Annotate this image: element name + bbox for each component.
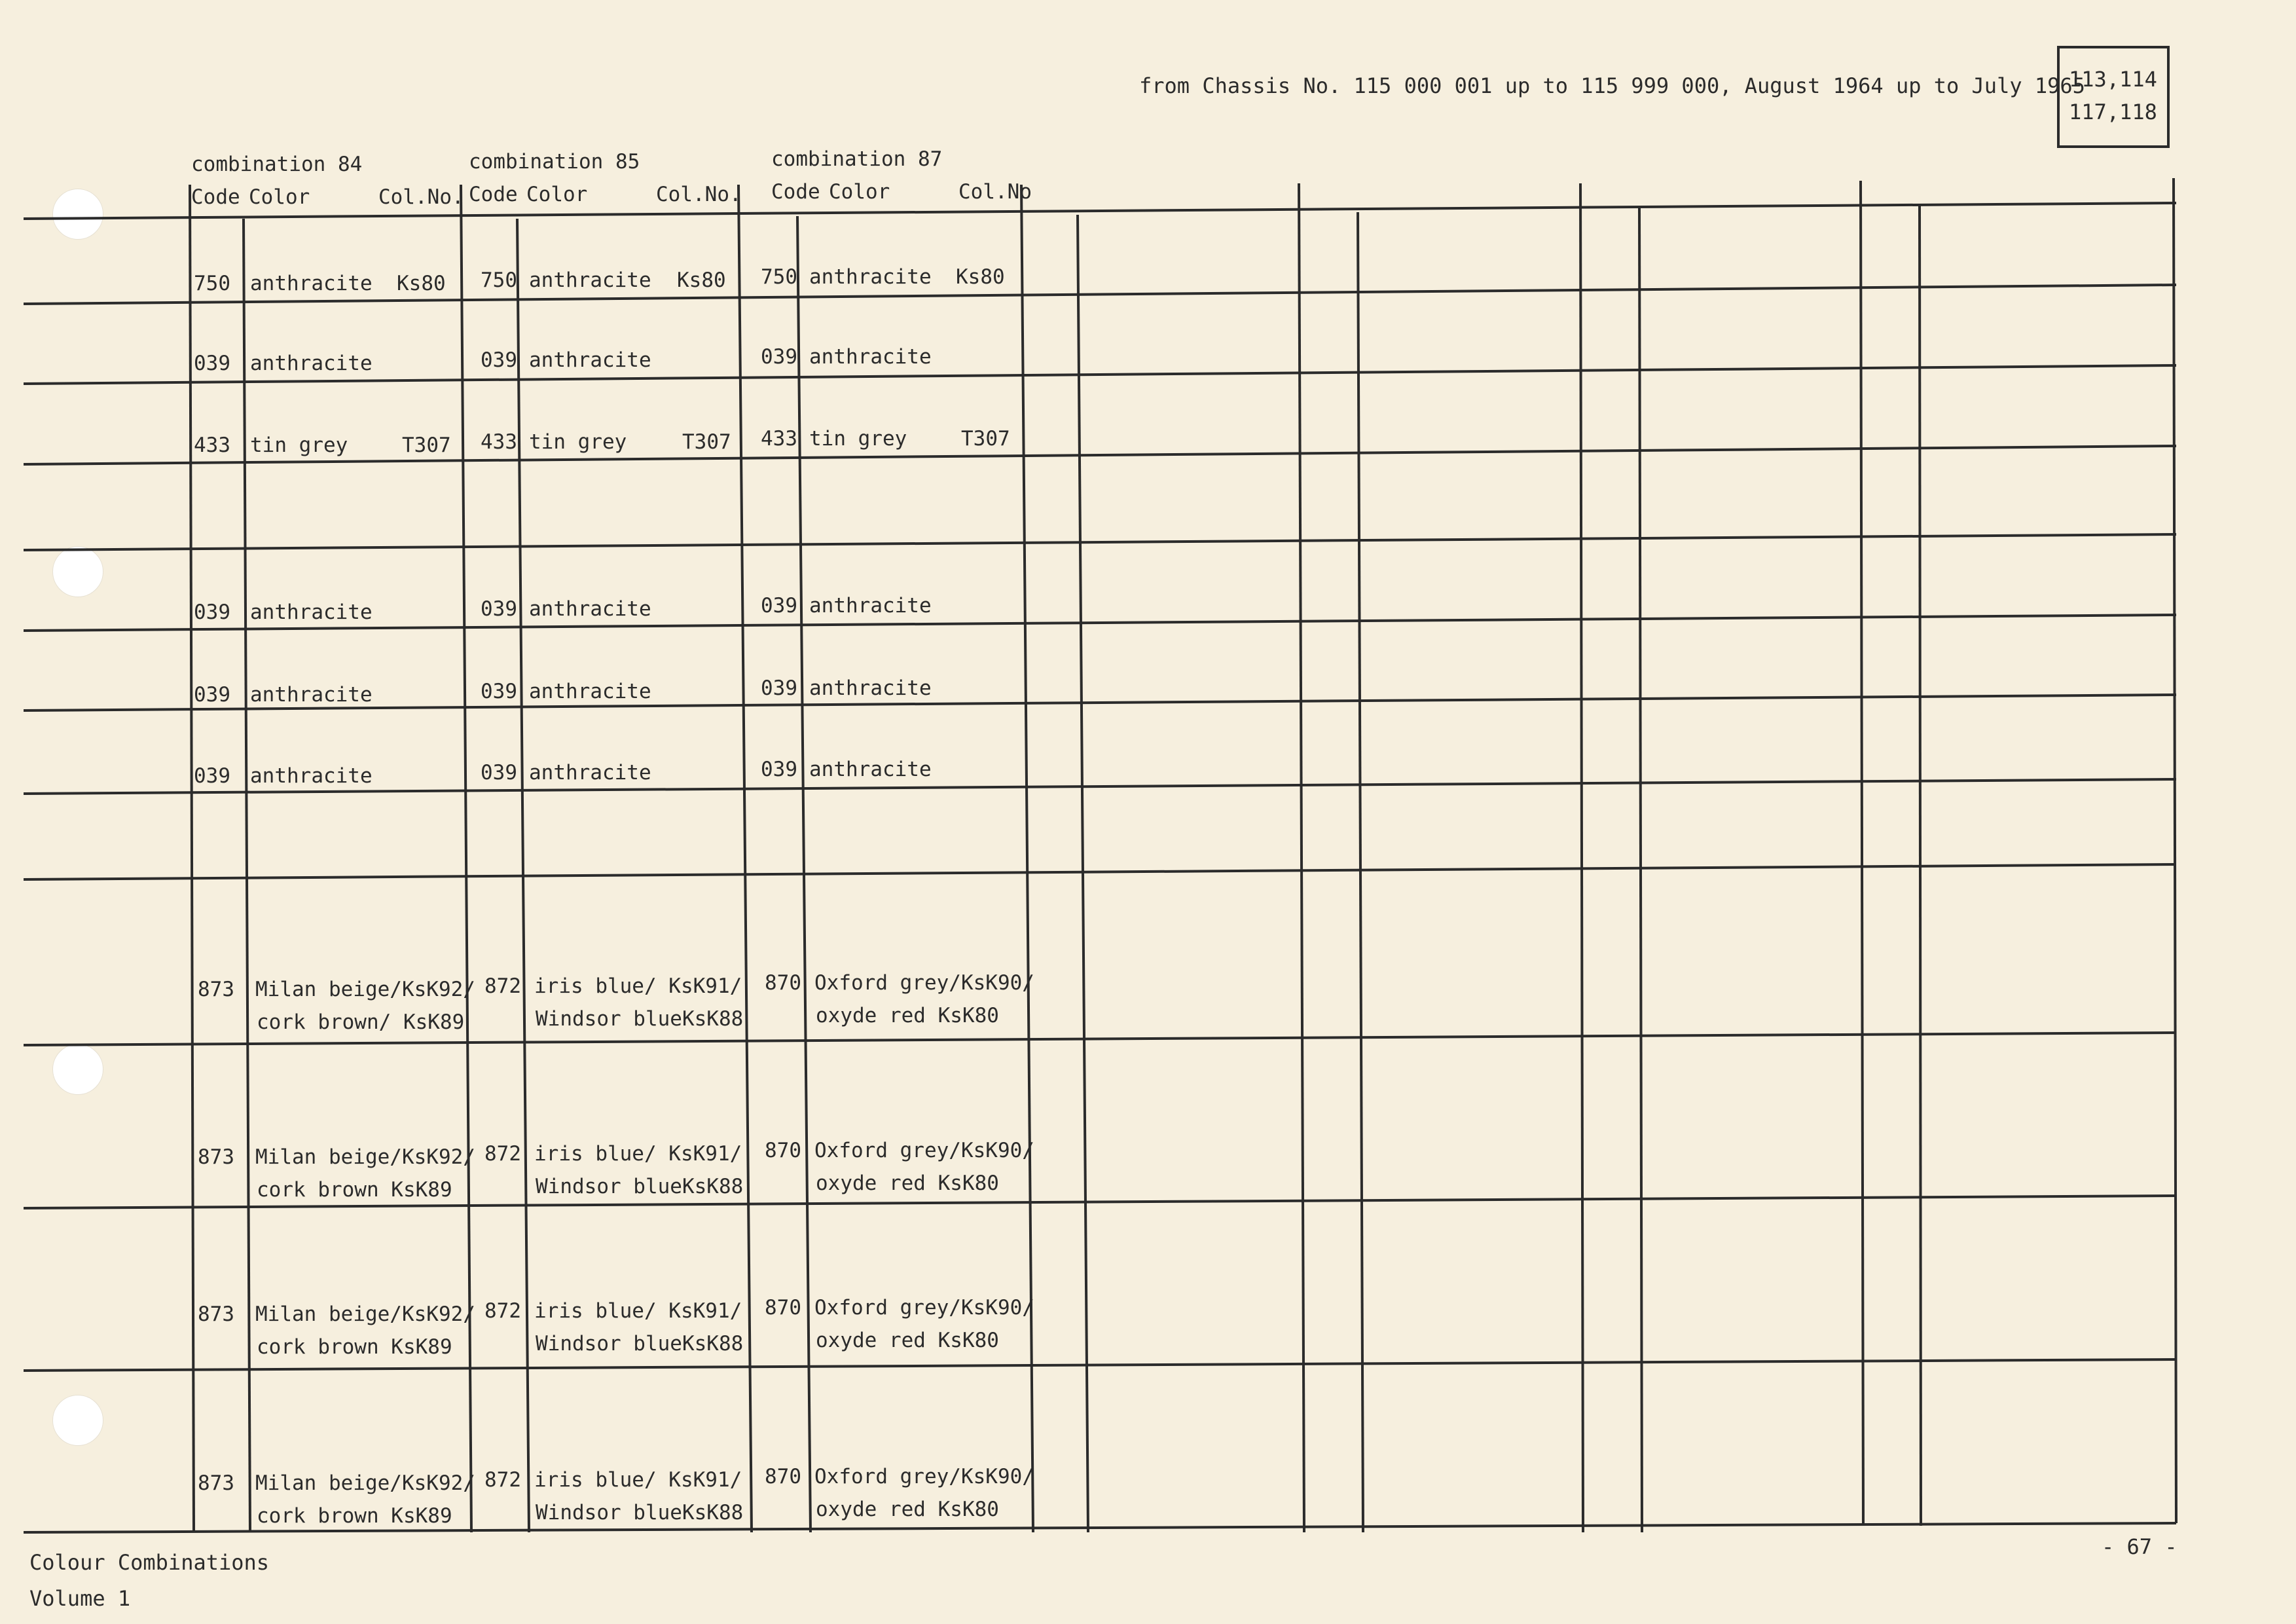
table-cell-code: 039 (761, 594, 797, 618)
table-cell-color-line-2: Windsor blueKsK88 (536, 1175, 744, 1198)
table-cell-code: 039 (761, 758, 797, 781)
column-header-code: Code (469, 183, 518, 206)
table-cell-code: 433 (481, 430, 517, 454)
table-cell-color: anthracite (809, 265, 932, 289)
table-cell-color-line-2: oxyde red KsK80 (816, 1329, 999, 1352)
table-cell-code: 433 (194, 434, 230, 457)
table-cell-color: anthracite (809, 758, 932, 781)
table-cell-color-line-1: Milan beige/KsK92/ (255, 1471, 475, 1495)
table-cell-col-no: Ks80 (397, 272, 446, 295)
model-number-line-1: 113,114 (2069, 67, 2157, 92)
model-number-line-2: 117,118 (2069, 100, 2157, 124)
combination-title: combination 85 (469, 150, 640, 174)
table-cell-color-line-1: Milan beige/KsK92/ (255, 1145, 475, 1169)
table-cell-col-no: T307 (682, 430, 731, 454)
table-cell-color-line-2: cork brown/ KsK89 (257, 1010, 465, 1034)
table-cell-color-line-2: Windsor blueKsK88 (536, 1332, 744, 1356)
table-cell-col-no: T307 (961, 427, 1010, 451)
table-cell-color-line-2: oxyde red KsK80 (816, 1004, 999, 1027)
table-cell-code: 039 (194, 600, 230, 624)
table-cell-code: 870 (765, 1296, 801, 1320)
table-cell-code: 870 (765, 1465, 801, 1488)
table-cell-col-no: Ks80 (677, 268, 726, 292)
table-cell-color: tin grey (250, 434, 348, 457)
footer-volume: Volume 1 (29, 1586, 131, 1611)
table-cell-color: tin grey (529, 430, 627, 454)
table-cell-color-line-2: oxyde red KsK80 (816, 1498, 999, 1521)
column-header-col-no: Col.No. (378, 185, 464, 209)
table-cell-code: 872 (484, 1142, 521, 1166)
table-cell-code: 039 (481, 761, 517, 784)
table-cell-code: 873 (198, 1302, 234, 1326)
column-header-color: Color (526, 183, 588, 206)
table-cell-code: 750 (761, 265, 797, 289)
table-cell-color-line-2: cork brown KsK89 (257, 1504, 452, 1528)
table-cell-color: tin grey (809, 427, 907, 451)
table-cell-color-line-2: cork brown KsK89 (257, 1178, 452, 1202)
table-cell-color-line-1: iris blue/ KsK91/ (534, 1142, 742, 1166)
table-cell-code: 872 (484, 1468, 521, 1492)
combination-title: combination 87 (771, 147, 943, 171)
table-cell-col-no: T307 (402, 434, 451, 457)
chassis-range-text: from Chassis No. 115 000 001 up to 115 999 000, August 1964 up to July 1965 (1139, 73, 2085, 98)
table-cell-code: 750 (194, 272, 230, 295)
table-cell-color-line-1: Milan beige/KsK92/ (255, 978, 475, 1001)
table-cell-color-line-2: oxyde red KsK80 (816, 1172, 999, 1195)
table-cell-color-line-1: Oxford grey/KsK90/ (814, 1296, 1034, 1320)
table-cell-color-line-1: Oxford grey/KsK90/ (814, 1139, 1034, 1162)
table-cell-code: 750 (481, 268, 517, 292)
table-cell-col-no: Ks80 (956, 265, 1005, 289)
table-cell-color-line-1: Oxford grey/KsK90/ (814, 971, 1034, 995)
table-cell-color: anthracite (250, 600, 373, 624)
table-cell-color: anthracite (529, 597, 651, 621)
table-cell-code: 039 (194, 764, 230, 788)
table-cell-color-line-2: Windsor blueKsK88 (536, 1501, 744, 1524)
table-cell-code: 872 (484, 1299, 521, 1323)
table-cell-color: anthracite (250, 764, 373, 788)
table-cell-code: 433 (761, 427, 797, 451)
table-cell-color-line-2: cork brown KsK89 (257, 1335, 452, 1359)
table-cell-color: anthracite (809, 345, 932, 369)
table-cell-color: anthracite (809, 676, 932, 700)
table-cell-color: anthracite (809, 594, 932, 618)
table-cell-code: 039 (761, 345, 797, 369)
combination-title: combination 84 (191, 153, 363, 176)
table-cell-code: 039 (194, 683, 230, 707)
table-cell-code: 870 (765, 1139, 801, 1162)
table-cell-code: 872 (484, 974, 521, 998)
table-cell-color: anthracite (529, 761, 651, 784)
model-number-box (2057, 46, 2170, 148)
table-cell-code: 873 (198, 978, 234, 1001)
table-cell-code: 039 (194, 352, 230, 375)
table-cell-color-line-1: iris blue/ KsK91/ (534, 1468, 742, 1492)
column-header-color: Color (249, 185, 310, 209)
column-header-color: Color (829, 180, 890, 204)
table-cell-color-line-1: Milan beige/KsK92/ (255, 1302, 475, 1326)
column-header-col-no: Col.No (958, 180, 1032, 204)
table-cell-code: 039 (761, 676, 797, 700)
table-cell-code: 873 (198, 1471, 234, 1495)
table-cell-code: 870 (765, 971, 801, 995)
table-cell-color-line-1: iris blue/ KsK91/ (534, 1299, 742, 1323)
table-cell-color-line-2: Windsor blueKsK88 (536, 1007, 744, 1031)
table-cell-code: 039 (481, 348, 517, 372)
table-cell-color: anthracite (529, 268, 651, 292)
table-cell-color: anthracite (250, 352, 373, 375)
table-cell-color: anthracite (529, 348, 651, 372)
table-cell-color: anthracite (250, 272, 373, 295)
page-number: - 67 - (2102, 1534, 2178, 1559)
table-cell-color: anthracite (529, 680, 651, 703)
table-cell-code: 039 (481, 680, 517, 703)
column-header-col-no: Col.No. (656, 183, 742, 206)
column-header-code: Code (771, 180, 820, 204)
footer-title: Colour Combinations (29, 1550, 270, 1575)
column-header-code: Code (191, 185, 240, 209)
table-cell-code: 873 (198, 1145, 234, 1169)
table-cell-color-line-1: iris blue/ KsK91/ (534, 974, 742, 998)
table-cell-color-line-1: Oxford grey/KsK90/ (814, 1465, 1034, 1488)
table-cell-color: anthracite (250, 683, 373, 707)
table-cell-code: 039 (481, 597, 517, 621)
